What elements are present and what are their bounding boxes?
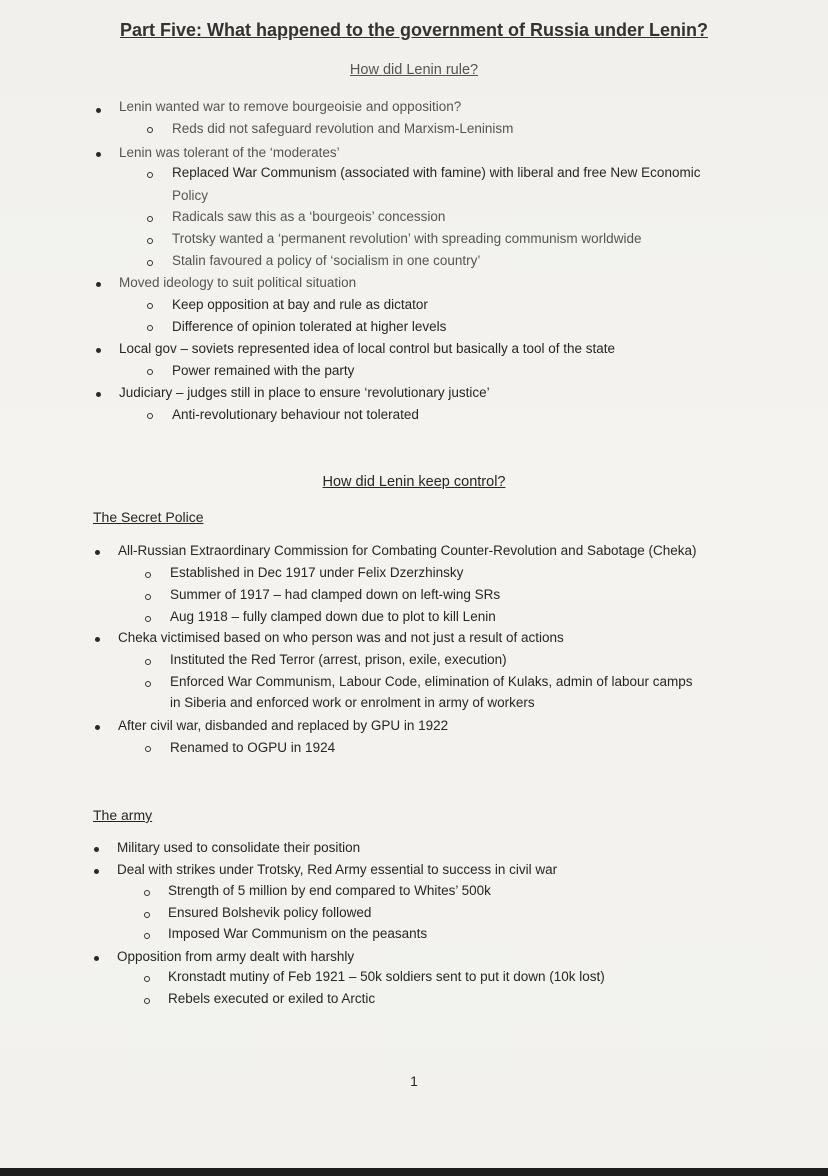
list-item: Military used to consolidate their position	[117, 840, 361, 855]
section-heading-rule: How did Lenin rule?	[349, 62, 479, 78]
list-item: Kronstadt mutiny of Feb 1921 – 50k soldiers sent to put it down (10k lost)	[168, 969, 605, 984]
subheading-secret-police: The Secret Police	[93, 509, 204, 525]
list-item: Judiciary – judges still in place to ensure ‘revolutionary justice’	[119, 385, 490, 400]
list-item: Lenin wanted war to remove bourgeoisie and opposition?	[119, 99, 462, 114]
bullet-dot	[94, 847, 99, 852]
sub-bullet-circle	[147, 325, 153, 331]
list-item: Keep opposition at bay and rule as dictator	[172, 297, 428, 312]
list-item: Lenin was tolerant of the ‘moderates’	[119, 145, 340, 160]
bullet-dot	[96, 282, 101, 287]
bullet-dot	[96, 152, 101, 157]
sub-bullet-circle	[145, 572, 151, 578]
list-item: Instituted the Red Terror (arrest, prison, exile, execution)	[170, 652, 507, 667]
sub-bullet-circle	[147, 303, 153, 309]
list-item: Imposed War Communism on the peasants	[168, 926, 428, 941]
list-item: Renamed to OGPU in 1924	[170, 740, 336, 755]
list-item: Rebels executed or exiled to Arctic	[168, 991, 376, 1006]
sub-bullet-circle	[144, 933, 150, 939]
sub-bullet-circle	[147, 260, 153, 266]
bullet-dot	[96, 392, 101, 397]
bullet-dot	[95, 550, 100, 555]
bullet-dot	[96, 348, 101, 353]
sub-bullet-circle	[147, 172, 153, 178]
list-item: Deal with strikes under Trotsky, Red Army essential to success in civil war	[117, 862, 558, 877]
list-item: Summer of 1917 – had clamped down on left-wing SRs	[170, 587, 501, 602]
page-number: 1	[410, 1073, 418, 1089]
bullet-dot	[94, 956, 99, 961]
page-title: Part Five: What happened to the government of Russia under Lenin?	[119, 20, 709, 40]
sub-bullet-circle	[144, 998, 150, 1004]
list-item: Ensured Bolshevik policy followed	[168, 905, 372, 920]
list-item: Anti-revolutionary behaviour not tolerated	[172, 407, 419, 422]
list-item: Radicals saw this as a ‘bourgeois’ concession	[172, 209, 446, 224]
list-item: Enforced War Communism, Labour Code, elimination of Kulaks, admin of labour camps	[170, 674, 693, 689]
sub-bullet-circle	[147, 216, 153, 222]
list-item: Established in Dec 1917 under Felix Dzerzhinsky	[170, 565, 464, 580]
list-item: Opposition from army dealt with harshly	[117, 949, 355, 964]
subheading-army: The army	[93, 807, 153, 823]
sub-bullet-circle	[147, 369, 153, 375]
list-item: After civil war, disbanded and replaced by GPU in 1922	[118, 718, 449, 733]
list-item: Strength of 5 million by end compared to Whites’ 500k	[168, 883, 491, 898]
sub-bullet-circle	[147, 413, 153, 419]
bullet-dot	[96, 108, 101, 113]
list-item: All-Russian Extraordinary Commission for Combating Counter-Revolution and Sabotage (Cheka)	[118, 543, 697, 558]
sub-bullet-circle	[144, 976, 150, 982]
list-item: Trotsky wanted a ‘permanent revolution’ with spreading communism worldwide	[172, 231, 642, 246]
list-item: Stalin favoured a policy of ‘socialism in one country’	[172, 253, 481, 268]
section-heading-control: How did Lenin keep control?	[322, 474, 506, 490]
list-item: Reds did not safeguard revolution and Marxism-Leninism	[172, 121, 514, 136]
sub-bullet-circle	[145, 659, 151, 665]
sub-bullet-circle	[144, 890, 150, 896]
list-item: Difference of opinion tolerated at higher levels	[172, 319, 447, 334]
sub-bullet-circle	[147, 238, 153, 244]
list-item: in Siberia and enforced work or enrolment in army of workers	[170, 695, 535, 710]
sub-bullet-circle	[145, 746, 151, 752]
list-item: Aug 1918 – fully clamped down due to plot to kill Lenin	[170, 609, 496, 624]
list-item: Policy	[172, 188, 209, 203]
list-item: Moved ideology to suit political situation	[119, 275, 357, 290]
sub-bullet-circle	[145, 681, 151, 687]
sub-bullet-circle	[145, 594, 151, 600]
list-item: Local gov – soviets represented idea of local control but basically a tool of the state	[119, 341, 616, 356]
bullet-dot	[95, 637, 100, 642]
list-item: Replaced War Communism (associated with famine) with liberal and free New Economic	[172, 165, 701, 180]
bullet-dot	[94, 869, 99, 874]
list-item: Power remained with the party	[172, 363, 355, 378]
sub-bullet-circle	[145, 616, 151, 622]
page-bottom-edge	[0, 1168, 828, 1176]
bullet-dot	[95, 725, 100, 730]
sub-bullet-circle	[147, 127, 153, 133]
sub-bullet-circle	[144, 912, 150, 918]
list-item: Cheka victimised based on who person was and not just a result of actions	[118, 630, 564, 645]
